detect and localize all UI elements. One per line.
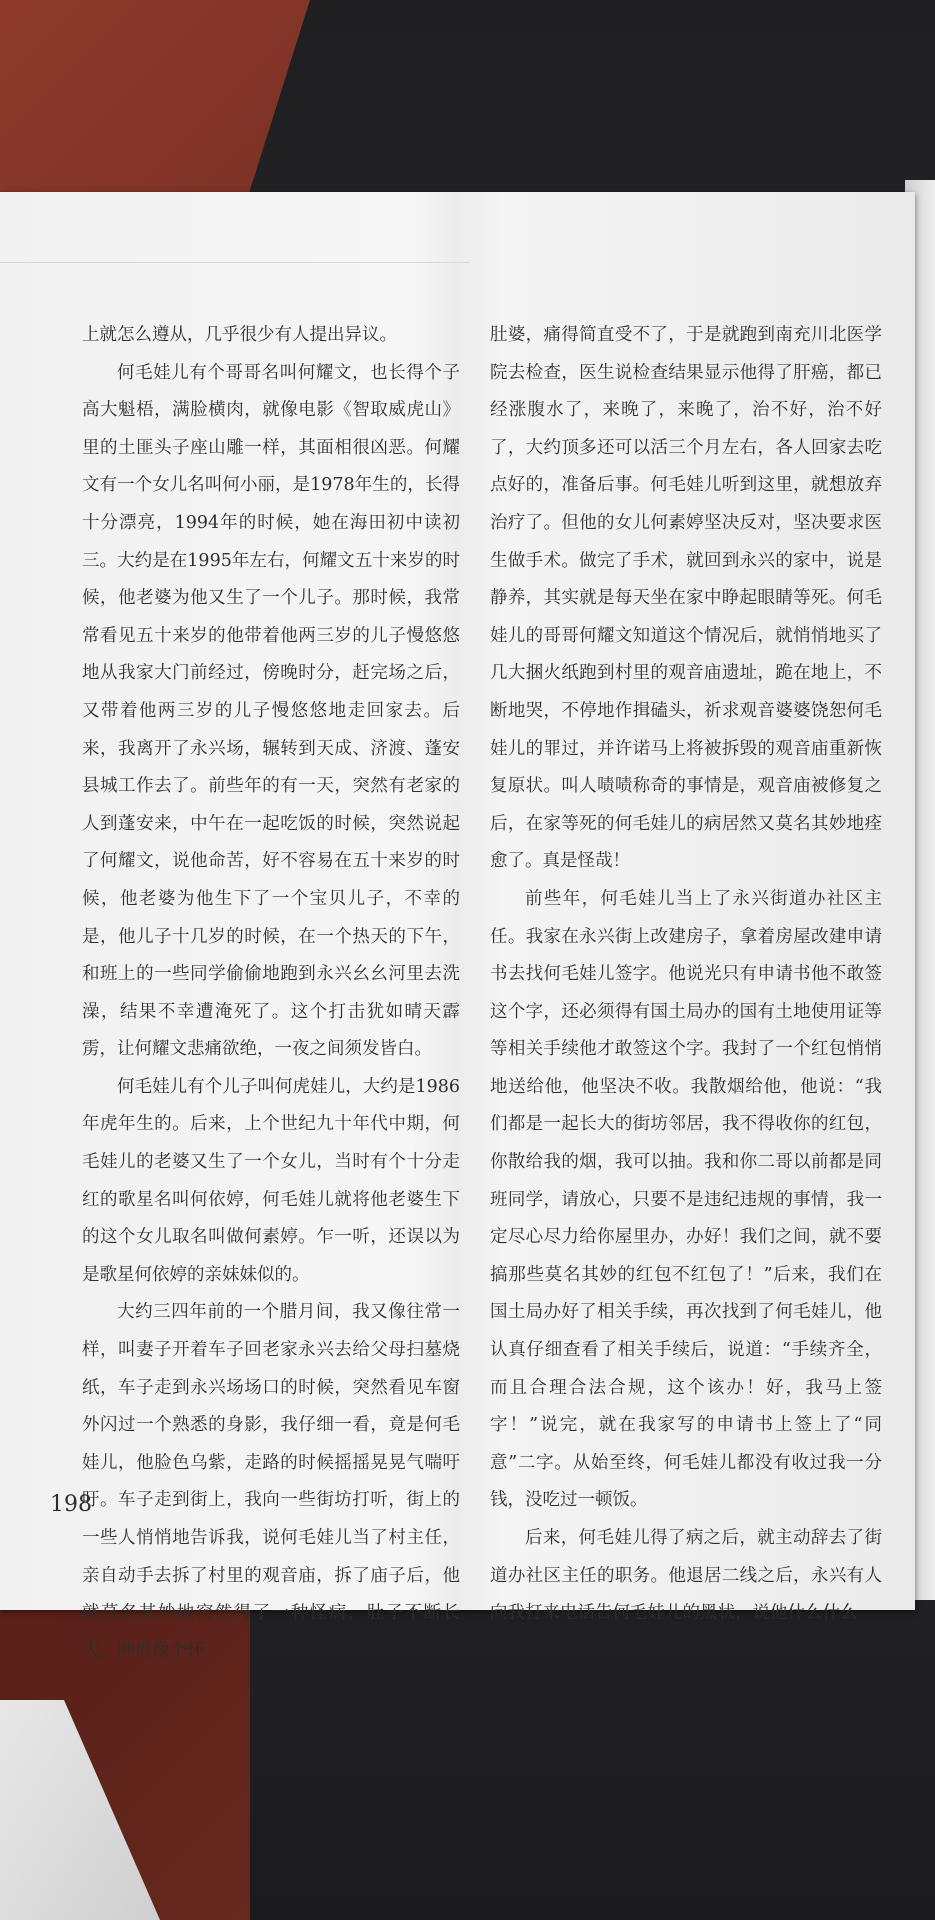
book-page: [0, 192, 915, 1661]
paragraph: 后来，何毛娃儿得了病之后，就主动辞去了街道办社区主任的职务。他退居二线之后，永兴有人向我打来电话告何毛娃儿的黑状，说他什么什么: [490, 1528, 882, 1624]
paragraph: 何毛娃儿有个哥哥名叫何耀文，也长得个子高大魁梧，满脸横肉，就像电影《智取威虎山》里的土匪头子座山雕一样，其面相很凶恶。何耀文有一个女儿名叫何小丽，是1978年生的，长得十分漂亮，1994年的时候，她在海田初中读初三。大约是在1995年左右，何耀文五十来岁的时候，他老婆为他又生了一个儿子。那时候，我常常看见五十来岁的他带着他两三岁的儿子慢悠悠地从我家大门前经过，傍晚时分，赶完场之后，又带着他两三岁的儿子慢悠悠地走回家去。后来，我离开了永兴场，辗转到天成、济渡、蓬安县城工作去了。前些年的有一天，突然有老家的人到蓬安来，中午在一起吃饭的时候，突然说起了何耀文，说他命苦，好不容易在五十来岁的时候，他老婆为他生下了一个宝贝儿子，不幸的是，他儿子十几岁的时候，在一个热天的下午，和班上的一些同学偷偷地跑到永兴幺幺河里去洗澡，结果不幸遭淹死了。这个打击犹如晴天霹雳，让何耀文悲痛欲绝，一夜之间须发皆白。: [82, 362, 460, 1060]
paragraph: 何毛娃儿有个儿子叫何虎娃儿，大约是1986年虎年生的。后来，上个世纪九十年代中期，何毛娃儿的老婆又生了一个女儿，当时有个十分走红的歌星名叫何依婷，何毛娃儿就将他老婆生下的这个女儿取名叫做何素婷。乍一听，还误以为是歌星何依婷的亲妹妹似的。: [82, 1076, 460, 1285]
page-number: 198: [50, 1492, 92, 1517]
paragraph: 大约三四年前的一个腊月间，我又像往常一样，叫妻子开着车子回老家永兴去给父母扫墓烧纸，车子走到永兴场场口的时候，突然看见车窗外闪过一个熟悉的身影，我仔细一看，竟是何毛娃儿，他脸色乌紫，走路的时候摇摇晃晃气喘吁吁。车子走到街上，我向一些街坊打听，街上的一些人悄悄地告诉我，说何毛娃儿当了村主任，亲自动手去拆了村里的观音庙，拆了庙子后，他就莫名其妙地突然得了一种怪病，肚子不断长大，肿得像个怀: [82, 1302, 460, 1661]
paragraph: 肚婆，痛得简直受不了，于是就跑到南充川北医学院去检查，医生说检查结果显示他得了肝癌，都已经涨腹水了，来晚了，来晚了，治不好，治不好了，大约顶多还可以活三个月左右，各人回家去吃点好的，准备后事。何毛娃儿听到这里，就想放弃治疗了。但他的女儿何素婷坚决反对，坚决要求医生做手术。做完了手术，就回到永兴的家中，说是静养，其实就是每天坐在家中睁起眼睛等死。何毛娃儿的哥哥何耀文知道这个情况后，就悄悄地买了几大捆火纸跑到村里的观音庙遗址，跪在地上，不断地哭，不停地作揖磕头，祈求观音婆婆饶恕何毛娃儿的罪过，并许诺马上将被拆毁的观音庙重新恢复原状。叫人啧啧称奇的事情是，观音庙被修复之后，在家等死的何毛娃儿的病居然又莫名其妙地痊愈了。真是怪哉！: [490, 325, 882, 872]
left-text-column: [82, 317, 460, 1670]
right-text-column: [490, 317, 882, 1633]
header-rule: [0, 262, 470, 263]
paragraph: 上就怎么遵从，几乎很少有人提出异议。: [82, 325, 397, 345]
paragraph: 前些年，何毛娃儿当上了永兴街道办社区主任。我家在永兴街上改建房子，拿着房屋改建申请书去找何毛娃儿签字。他说光只有申请书他不敢签这个字，还必须得有国土局办的国有土地使用证等等相关手续他才敢签这个字。我封了一个红包悄悄地送给他，他坚决不收。我散烟给他，他说：“我们都是一起长大的街坊邻居，我不得收你的红包，你散给我的烟，我可以抽。我和你二哥以前都是同班同学，请放心，只要不是违纪违规的事情，我一定尽心尽力给你屋里办，办好！我们之间，就不要搞那些莫名其妙的红包不红包了！”后来，我们在国土局办好了相关手续，再次找到了何毛娃儿，他认真仔细查看了相关手续后，说道：“手续齐全，而且合理合法合规，这个该办！好，我马上签字！”说完，就在我家写的申请书上签上了“同意”二字。从始至终，何毛娃儿都没有收过我一分钱，没吃过一顿饭。: [490, 888, 882, 1511]
